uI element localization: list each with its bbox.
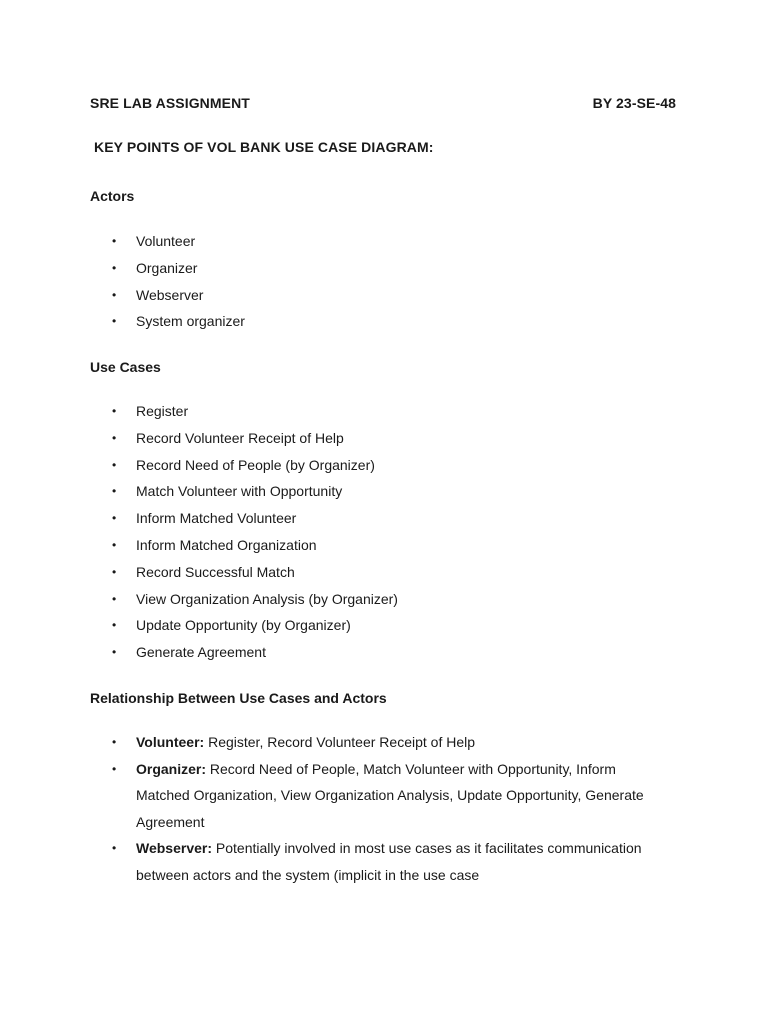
- relationship-text: Potentially involved in most use cases as it facilitates communication between actors and the system (implicit in the use case: [136, 840, 642, 883]
- list-item: • Match Volunteer with Opportunity: [90, 478, 670, 505]
- bullet-icon: •: [112, 761, 117, 776]
- use-cases-list: [90, 398, 670, 666]
- header-left: SRE LAB ASSIGNMENT: [90, 95, 250, 111]
- header-right: BY 23-SE-48: [592, 95, 676, 111]
- bullet-icon: •: [112, 484, 117, 499]
- bullet-icon: •: [112, 591, 117, 606]
- bullet-icon: •: [112, 645, 117, 660]
- list-item: • Record Volunteer Receipt of Help: [90, 425, 670, 452]
- bullet-icon: •: [112, 234, 117, 248]
- bullet-icon: •: [112, 618, 117, 633]
- bullet-icon: •: [112, 841, 117, 855]
- bullet-icon: •: [112, 430, 117, 445]
- list-item: • System organizer: [90, 308, 670, 335]
- document-title: KEY POINTS OF VOL BANK USE CASE DIAGRAM:: [94, 139, 434, 155]
- bullet-icon: •: [112, 564, 117, 579]
- list-item: • Record Need of People (by Organizer): [90, 452, 670, 479]
- list-item: [90, 756, 670, 836]
- list-item: • Inform Matched Volunteer: [90, 505, 670, 532]
- actors-list: [90, 228, 670, 335]
- list-item: [90, 835, 670, 888]
- relationships-heading: Relationship Between Use Cases and Actors: [90, 690, 387, 706]
- bullet-icon: •: [112, 404, 117, 418]
- bullet-icon: •: [112, 314, 117, 329]
- actor-label: Volunteer:: [136, 734, 205, 750]
- list-item: • Inform Matched Organization: [90, 532, 670, 559]
- bullet-icon: •: [112, 457, 117, 472]
- relationships-list: [90, 729, 670, 888]
- bullet-icon: •: [112, 511, 117, 526]
- actor-label: Organizer:: [136, 760, 207, 777]
- bullet-icon: •: [112, 735, 117, 749]
- header-row: [90, 93, 676, 113]
- actors-heading: Actors: [90, 188, 135, 204]
- list-item: • View Organization Analysis (by Organizer): [90, 586, 670, 613]
- bullet-icon: •: [112, 260, 117, 275]
- list-item: • Record Successful Match: [90, 559, 670, 586]
- list-item: • Generate Agreement: [90, 639, 670, 666]
- relationship-text: Record Need of People, Match Volunteer with Opportunity, Inform Matched Organization, View Organization Analysis, Update Opportunity, Generate Agreement: [136, 760, 644, 830]
- bullet-icon: •: [112, 287, 117, 302]
- relationship-text: Register, Record Volunteer Receipt of Help: [204, 734, 476, 750]
- actor-label: Webserver:: [136, 840, 213, 856]
- list-item: • Organizer: [90, 255, 670, 282]
- use-cases-heading: Use Cases: [90, 359, 161, 375]
- list-item: • Update Opportunity (by Organizer): [90, 612, 670, 639]
- bullet-icon: •: [112, 537, 117, 552]
- list-item: • Volunteer: [90, 228, 670, 255]
- list-item: [90, 729, 670, 756]
- list-item: • Webserver: [90, 282, 670, 309]
- list-item: • Register: [90, 398, 670, 425]
